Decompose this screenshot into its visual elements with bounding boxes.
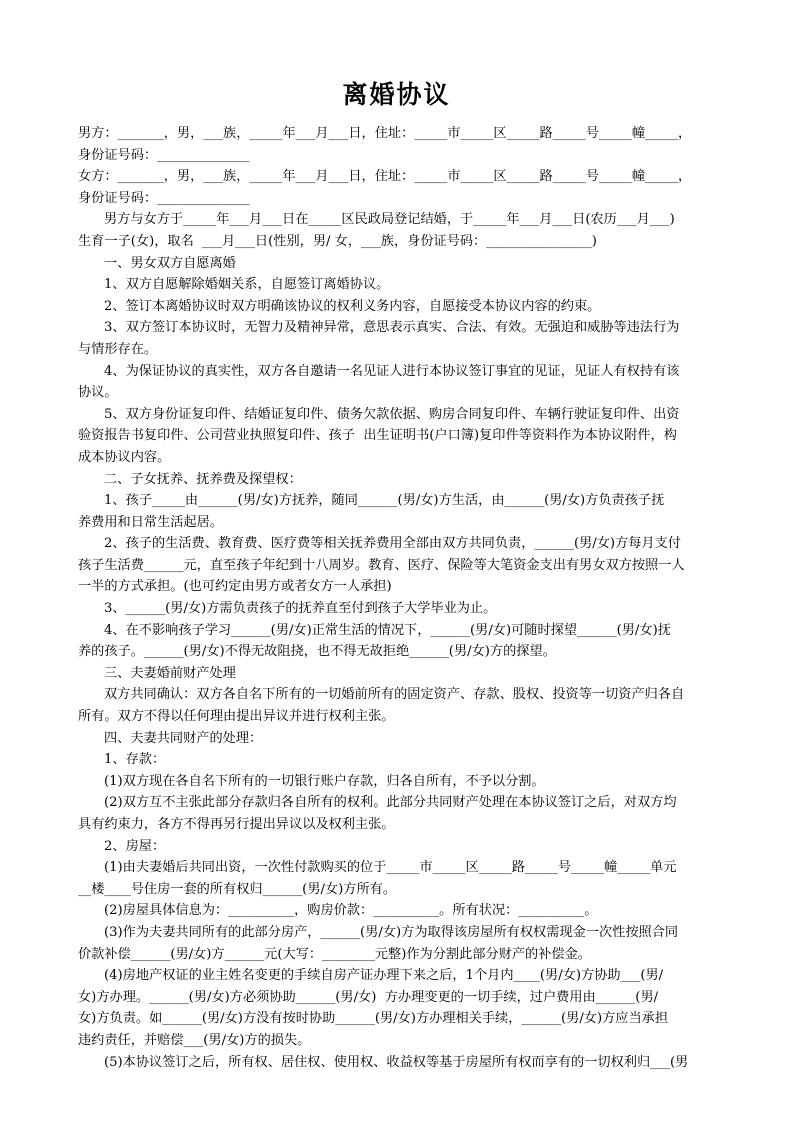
document-body xyxy=(78,123,720,1073)
paragraph-line: 孩子生活费______元，直至孩子年纪到十八周岁。教育、医疗、保险等大笔资金支出有男女双方按照一人 xyxy=(78,557,685,573)
paragraph-line: 3、双方签订本协议时，无智力及精神异常，意思表示真实、合法、有效。无强迫和威胁等违法行为 xyxy=(104,320,680,336)
paragraph-line: 养的孩子。______(男/女)不得无故阻挠，也不得无故拒绝______(男/女)方的探望。 xyxy=(78,644,556,660)
paragraph-line: 2、孩子的生活费、教育费、医疗费等相关抚养费用全部由双方共同负责，______(男/女)方每月支付 xyxy=(104,536,681,552)
paragraph-line: 一半的方式承担。(也可约定由男方或者女方一人承担) xyxy=(78,579,392,595)
paragraph-line: 四、夫妻共同财产的处理： xyxy=(104,730,263,746)
paragraph-line: 2、房屋： xyxy=(104,838,166,854)
paragraph-line: 验资报告书复印件、公司营业执照复印件、孩子 出生证明书(户口簿)复印件等资料作为本协议附件，构 xyxy=(78,428,677,444)
paragraph-line: 具有约束力，各方不得再另行提出异议以及权利主张。 xyxy=(78,817,395,832)
paragraph-line: 女)方负责。如______(男/女)方没有按时协助______(男/女)方办理相关手续，______(男/女)方应当承担 xyxy=(78,1011,669,1027)
paragraph-line: 4、在不影响孩子学习______(男/女)正常生活的情况下，______(男/女)可随时探望______(男/女)抚 xyxy=(104,622,671,638)
paragraph-line: 女方：_______，男，___族，_____年___月___日，住址：_____市_____区_____路_____号_____幢_____， xyxy=(78,169,692,185)
paragraph-line: 身份证号码：______________ xyxy=(78,190,250,206)
paragraph-line: 违约责任，并赔偿___(男/女)方的损失。 xyxy=(78,1032,311,1048)
paragraph-line: 1、孩子_____由______(男/女)方抚养，随同______(男/女)方生活，由______(男/女)方负责孩子抚 xyxy=(104,493,665,509)
paragraph-line: 一、男女双方自愿离婚 xyxy=(104,255,236,271)
paragraph-line: (1)由夫妻婚后共同出资，一次性付款购买的位于_____市_____区_____路_____号_____幢_____单元 xyxy=(104,860,677,876)
paragraph-line: 1、存款： xyxy=(104,752,166,768)
paragraph-line: 所有。双方不得以任何理由提出异议并进行权利主张。 xyxy=(78,709,395,725)
paragraph-line: 4、为保证协议的真实性，双方各自邀请一名见证人进行本协议签订事宜的见证，见证人有权持有该 xyxy=(104,363,680,379)
paragraph-line: (5)本协议签订之后，所有权、居住权、使用权、收益权等基于房屋所有权而享有的一切权利归___(男 xyxy=(104,1054,689,1070)
paragraph-line: 二、子女抚养、抚养费及探望权： xyxy=(104,471,302,487)
paragraph-line: 双方共同确认：双方各自名下所有的一切婚前所有的固定资产、存款、股权、投资等一切资产归各自 xyxy=(104,687,685,703)
paragraph-line: 与情形存在。 xyxy=(78,341,158,357)
paragraph-line: 女)方办理。______(男/女)方必须协助______(男/女) 方办理变更的一切手续，过户费用由______(男/ xyxy=(78,989,659,1005)
paragraph-line: 5、双方身份证复印件、结婚证复印件、债务欠款依据、购房合同复印件、车辆行驶证复印件、出资 xyxy=(104,406,680,422)
paragraph-line: 协议。 xyxy=(78,385,118,401)
paragraph-line: (1)双方现在各自名下所有的一切银行账户存款，归各自所有，不予以分割。 xyxy=(104,773,545,789)
paragraph-line: 三、夫妻婚前财产处理 xyxy=(104,665,236,681)
paragraph-line: 2、签订本离婚协议时双方明确该协议的权利义务内容，自愿接受本协议内容的约束。 xyxy=(104,298,601,314)
paragraph-line: 生育一子(女)，取名 ___月___日(性别，男/ 女，___族，身份证号码：________________) xyxy=(78,233,597,249)
paragraph-line: (2)房屋具体信息为：__________，购房价款：__________。所有状况：__________。 xyxy=(104,903,598,919)
paragraph-line: 男方与女方于_____年___月___日在_____区民政局登记结婚，于_____年___月___日(农历___月___) xyxy=(104,212,675,228)
paragraph-line: 身份证号码：______________ xyxy=(78,147,250,163)
paragraph-line: 养费用和日常生活起居。 xyxy=(78,514,224,530)
paragraph-line: 1、双方自愿解除婚姻关系，自愿签订离婚协议。 xyxy=(104,277,390,293)
paragraph-line: 3、______(男/女)方需负责孩子的抚养直至付到孩子大学毕业为止。 xyxy=(104,601,497,617)
paragraph-line: (4)房地产权证的业主姓名变更的手续自房产证办理下来之后，1个月内____(男/女)方协助___(男/ xyxy=(104,968,664,984)
paragraph-line: 价款补偿______(男/女)方______元(大写：________元整)作为分割此部分财产的补偿金。 xyxy=(78,946,591,962)
paragraph-line: 成本协议内容。 xyxy=(78,449,171,465)
paragraph-line: 男方：_______，男，___族，_____年___月___日，住址：_____市_____区_____路_____号_____幢_____， xyxy=(78,126,692,141)
paragraph-line: (3)作为夫妻共同所有的此部分房产，______(男/女)方为取得该房屋所有权权需现金一次性按照合同 xyxy=(104,924,679,940)
document-title: 离婚协议 xyxy=(342,80,451,109)
paragraph-line: __楼____号住房一套的所有权归______(男/女)方所有。 xyxy=(78,881,397,897)
paragraph-line: (2)双方互不主张此部分存款归各自所有的权利。此部分共同财产处理在本协议签订之后，对双方均 xyxy=(104,795,677,811)
